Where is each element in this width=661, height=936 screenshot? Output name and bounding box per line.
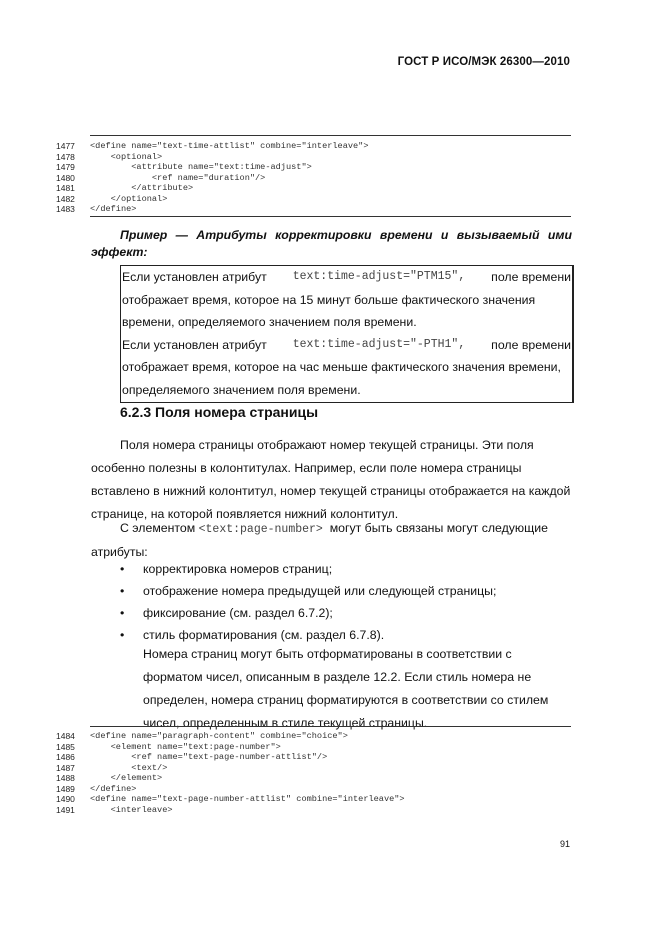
box-line: Если установлен атрибут text:time-adjust="-PTH1", поле времени [122,337,571,352]
code-line: 1481 </attribute> [56,183,194,193]
code-line: 1490 <define name="text-page-number-attlist" combine="interleave"> [56,794,405,804]
code-line: 1487 <text/> [56,762,168,773]
code-line: 1489 </define> [56,783,137,794]
paragraph-line: чисел, определенным в стиле текущей страницы. [143,716,428,730]
code-line: 1486 <ref name="text-page-number-attlist"/> [56,752,328,762]
code-line: 1482 </optional> [56,193,168,204]
paragraph-line: особенно полезны в колонтитулах. Например, если поле номера страницы [91,461,522,475]
box-line: Если установлен атрибут text:time-adjust="PTM15", поле времени [122,270,571,284]
code-top-rule [90,135,571,136]
code-line: 1483 </define> [56,204,137,214]
example-title-cont: эффект: [91,245,148,259]
paragraph-2 [91,517,572,564]
code-line: 1477 <define name="text-time-attlist" combine="interleave"> [56,141,369,151]
paragraph-line: Поля номера страницы отображают номер текущей страницы. Эти поля [120,438,534,452]
paragraph-3 [143,643,571,735]
code-bottom-rule [90,216,571,217]
paragraph-line: определен, номера страниц форматируются в соответствии со стилем [143,693,549,707]
paragraph-line: вставлено в нижний колонтитул, номер текущей страницы отображается на каждой [91,484,571,498]
paragraph-line: форматом чисел, описанным в разделе 12.2. Если стиль номера не [143,670,532,684]
box-line: отображает время, которое на час меньше фактического значения времени, [122,360,561,375]
example-box [120,265,574,403]
box-line: отображает время, которое на 15 минут больше фактического значения [122,292,536,307]
code-line: 1491 <interleave> [56,804,173,815]
box-line: определяемого значением поля времени. [122,382,361,397]
paragraph-line: Номера страниц могут быть отформатированы в соответствии с [143,647,512,661]
code-line: 1479 <attribute name="text:time-adjust"> [56,162,312,172]
example-title: Пример — Атрибуты корректировки времени и вызываемый ими [120,228,572,242]
code-line: 1480 <ref name="duration"/> [56,172,266,183]
code-top-rule [90,726,571,727]
paragraph-line: атрибуты: [91,545,148,559]
code-line: 1484 <define name="paragraph-content" combine="choice"> [56,731,348,741]
code-line: 1485 <element name="text:page-number"> [56,741,281,752]
paragraph-1 [91,434,572,526]
box-line: времени, определяемого значением поля времени. [122,315,417,330]
paragraph-line: С элементом <text:page-number> могут быть связаны могут следующие [120,521,548,536]
paragraph-line: странице, на которой появляется нижний колонтитул. [91,507,399,521]
section-heading: 6.2.3 Поля номера страницы [120,404,319,420]
document-header: ГОСТ Р ИСО/МЭК 26300—2010 [397,56,570,68]
code-line: 1488 </element> [56,773,163,783]
code-line: 1478 <optional> [56,151,163,162]
code-block-1 [56,141,576,215]
code-block-2 [56,731,576,815]
page-number: 91 [559,839,570,849]
